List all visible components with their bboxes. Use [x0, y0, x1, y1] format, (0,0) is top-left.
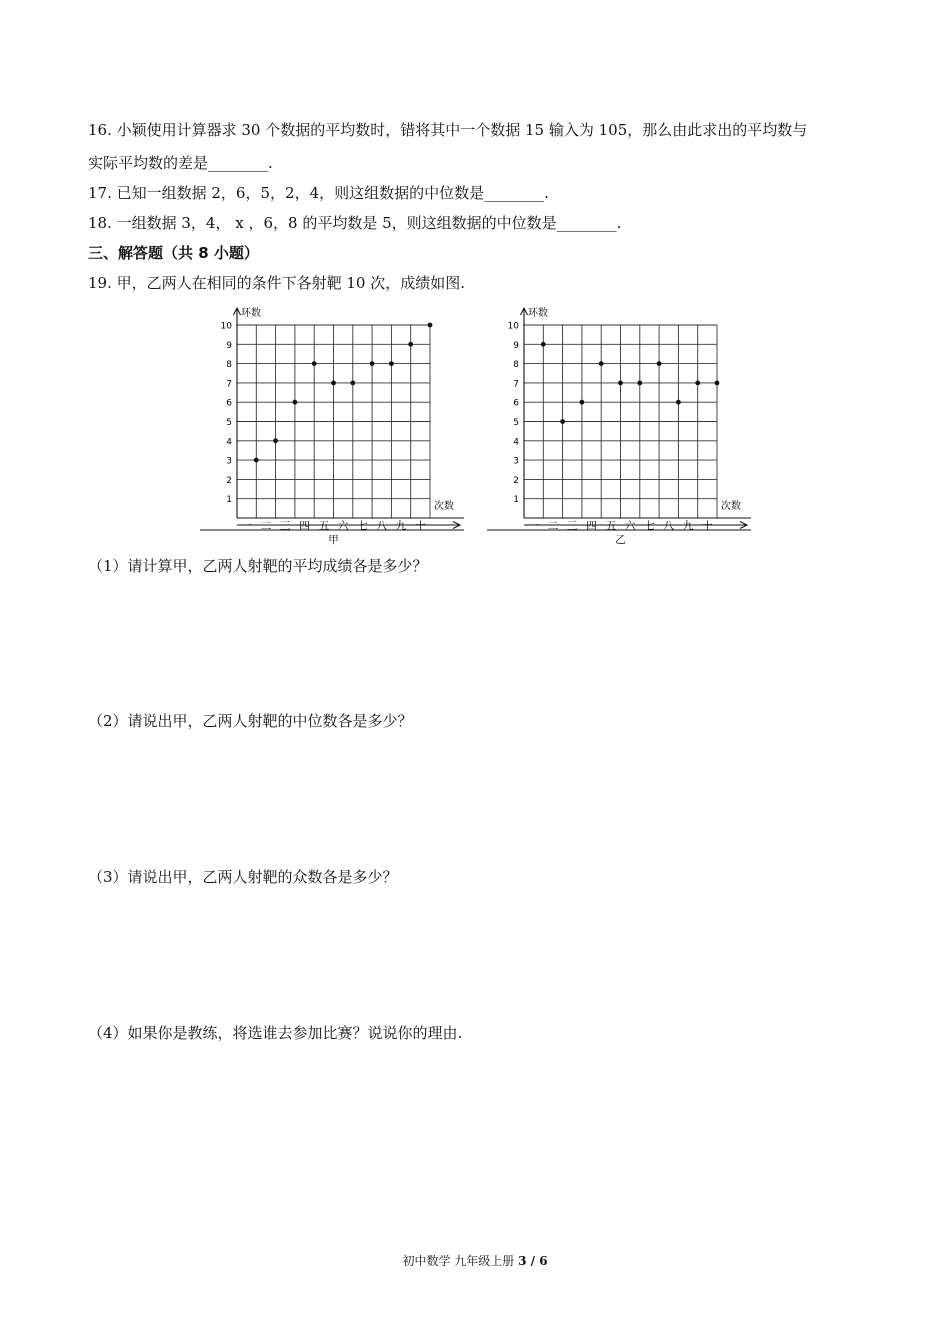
data-point — [312, 361, 317, 366]
x-tick-label: 七 — [644, 520, 655, 532]
chart-yi-svg — [487, 306, 755, 546]
data-point — [389, 361, 394, 366]
y-tick-label: 9 — [513, 340, 519, 351]
y-tick-label: 10 — [507, 321, 519, 332]
x-tick-label: 十 — [415, 520, 426, 532]
data-point — [657, 361, 662, 366]
x-tick-label: 四 — [299, 520, 310, 532]
data-point — [370, 361, 375, 366]
y-tick-label: 8 — [226, 360, 232, 371]
data-point — [715, 381, 720, 386]
y-tick-label: 3 — [226, 456, 232, 467]
y-tick-label: 1 — [226, 495, 232, 506]
question-19-part-2: （2）请说出甲，乙两人射靶的中位数各是多少？ — [88, 712, 413, 730]
x-tick-label: 三 — [567, 520, 578, 532]
footer-title: 初中数学 九年级上册 — [402, 1254, 515, 1268]
data-point — [676, 400, 681, 405]
x-tick-label: 三 — [280, 520, 291, 532]
y-tick-label: 5 — [226, 418, 232, 428]
y-tick-label: 9 — [226, 340, 232, 351]
y-tick-label: 6 — [226, 398, 232, 409]
question-19-part-4: （4）如果你是教练，将选谁去参加比赛？说说你的理由. — [88, 1024, 463, 1042]
y-tick-label: 6 — [513, 398, 519, 409]
question-16-line-2: 实际平均数的差是________. — [88, 154, 273, 172]
x-tick-label: 二 — [547, 520, 559, 532]
y-tick-label: 2 — [226, 475, 232, 486]
y-tick-label: 1 — [513, 495, 519, 506]
y-tick-label: 7 — [513, 379, 519, 390]
x-tick-label: 六 — [624, 520, 636, 532]
data-point — [428, 323, 433, 328]
x-tick-label: 四 — [586, 520, 597, 532]
data-point — [637, 381, 642, 386]
data-point — [560, 419, 565, 424]
question-18: 18. 一组数据 3，4， x ，6，8 的平均数是 5，则这组数据的中位数是________. — [88, 214, 622, 232]
y-axis-label: 环数 — [241, 308, 261, 319]
x-tick-label: 十 — [702, 520, 713, 532]
data-point — [254, 458, 259, 463]
section-title: 三、解答题（共 8 小题） — [88, 244, 259, 262]
chart-yi — [487, 306, 755, 550]
data-point — [580, 400, 585, 405]
x-axis-label: 次数 — [434, 501, 454, 512]
chart-jia — [200, 306, 468, 550]
y-tick-label: 4 — [226, 437, 232, 448]
y-tick-label: 10 — [220, 321, 232, 332]
y-tick-label: 3 — [513, 456, 519, 467]
data-point — [331, 381, 336, 386]
x-tick-label: 二 — [260, 520, 272, 532]
data-point — [541, 342, 546, 347]
x-tick-label: 八 — [376, 520, 387, 532]
question-19-part-1: （1）请计算甲，乙两人射靶的平均成绩各是多少？ — [88, 557, 428, 575]
x-tick-label: 九 — [395, 520, 407, 532]
y-tick-label: 7 — [226, 379, 232, 390]
chart-jia-svg — [200, 306, 468, 546]
x-tick-label: 五 — [605, 520, 617, 532]
question-17: 17. 已知一组数据 2，6，5，2，4，则这组数据的中位数是________. — [88, 184, 549, 202]
chart-title: 乙 — [615, 534, 626, 546]
y-tick-label: 2 — [513, 475, 519, 486]
x-tick-label: 八 — [663, 520, 674, 532]
x-tick-label: 五 — [318, 520, 330, 532]
x-tick-label: 七 — [357, 520, 368, 532]
data-point — [695, 381, 700, 386]
data-point — [350, 381, 355, 386]
data-point — [599, 361, 604, 366]
x-tick-label: 一 — [528, 520, 539, 532]
footer-total: 6 — [539, 1254, 548, 1268]
data-point — [408, 342, 413, 347]
y-tick-label: 4 — [513, 437, 519, 448]
data-point — [273, 438, 278, 443]
x-tick-label: 一 — [241, 520, 252, 532]
y-tick-label: 8 — [513, 360, 519, 371]
y-tick-label: 5 — [513, 418, 519, 428]
data-point — [293, 400, 298, 405]
question-19-stem: 19. 甲，乙两人在相同的条件下各射靶 10 次，成绩如图. — [88, 274, 466, 292]
data-point — [618, 381, 623, 386]
x-tick-label: 九 — [682, 520, 694, 532]
question-19-part-3: （3）请说出甲，乙两人射靶的众数各是多少？ — [88, 868, 398, 886]
chart-title: 甲 — [328, 534, 339, 546]
x-tick-label: 六 — [337, 520, 349, 532]
x-axis-label: 次数 — [721, 501, 741, 512]
page-footer — [0, 1252, 950, 1269]
y-axis-label: 环数 — [528, 308, 548, 319]
footer-sep: / — [526, 1254, 540, 1268]
question-16-line-1: 16. 小颖使用计算器求 30 个数据的平均数时，错将其中一个数据 15 输入为 105，那么由此求出的平均数与 — [88, 121, 808, 139]
footer-page: 3 — [518, 1254, 527, 1268]
